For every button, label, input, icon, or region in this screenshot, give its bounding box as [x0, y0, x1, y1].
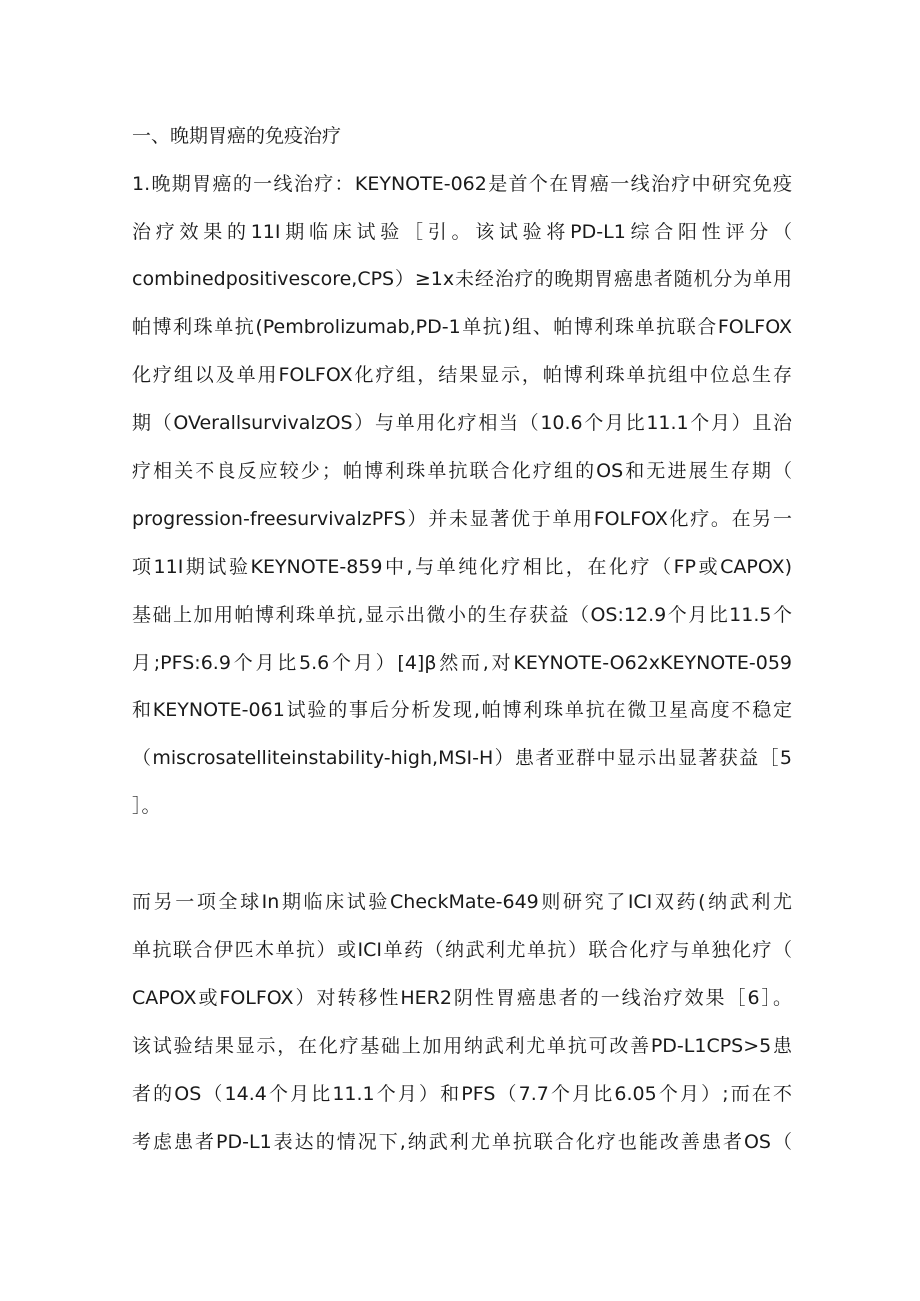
paragraph-line: CAPOX或FOLFOX）对转移性HER2阴性胃癌患者的一线治疗效果［6］。: [132, 987, 792, 1009]
paragraph-line: 和KEYNOTE-061试验的事后分析发现,帕博利珠单抗在微卫星高度不稳定: [132, 699, 792, 721]
paragraph-line: 期（OVerallsurvivalzOS）与单用化疗相当（10.6个月比11.1个月）且治: [132, 412, 792, 434]
paragraph-line: 单抗联合伊匹木单抗）或ICI单药（纳武利尤单抗）联合化疗与单独化疗（: [132, 939, 792, 961]
paragraph-line: 1.晚期胃癌的一线治疗：KEYNOTE-062是首个在胃癌一线治疗中研究免疫: [132, 173, 792, 195]
paragraph-line: ］。: [132, 795, 161, 817]
section-heading: 一、晚期胃癌的免疫治疗: [132, 125, 342, 147]
paragraph-line: 项11I期试验KEYNOTE-859中,与单纯化疗相比，在化疗（FP或CAPOX): [132, 556, 792, 578]
paragraph-line: progression-freesurvivalzPFS）并未显著优于单用FOLFOX化疗。在另一: [132, 508, 792, 530]
paragraph-line: 化疗组以及单用FOLFOX化疗组，结果显示，帕博利珠单抗组中位总生存: [132, 364, 792, 386]
paragraph-line: 该试验结果显示，在化疗基础上加用纳武利尤单抗可改善PD-L1CPS>5患: [132, 1035, 792, 1057]
paragraph-line: 基础上加用帕博利珠单抗,显示出微小的生存获益（OS:12.9个月比11.5个: [132, 604, 792, 626]
paragraph-line: 月;PFS:6.9个月比5.6个月）[4]β然而,对KEYNOTE-O62xKEYNOTE-059: [132, 652, 792, 674]
paragraph-line: 者的OS（14.4个月比11.1个月）和PFS（7.7个月比6.05个月）;而在不: [132, 1083, 792, 1105]
paragraph-line: 帕博利珠单抗(Pembrolizumab,PD-1单抗)组、帕博利珠单抗联合FOLFOX: [132, 316, 792, 338]
paragraph-line: 而另一项全球In期临床试验CheckMate-649则研究了ICI双药(纳武利尤: [132, 891, 792, 913]
paragraph-line: 考虑患者PD-L1表达的情况下,纳武利尤单抗联合化疗也能改善患者OS（: [132, 1131, 792, 1153]
paragraph-line: combinedpositivescore,CPS）≥1x未经治疗的晚期胃癌患者随机分为单用: [132, 268, 792, 290]
paragraph-line: （miscrosatelliteinstability-high,MSI-H）患者亚群中显示出显著获益［5: [132, 747, 792, 769]
paragraph-line: 疗相关不良反应较少；帕博利珠单抗联合化疗组的OS和无进展生存期（: [132, 460, 792, 482]
paragraph-line: 治疗效果的11I期临床试验［引。该试验将PD-L1综合阳性评分（: [132, 221, 792, 243]
